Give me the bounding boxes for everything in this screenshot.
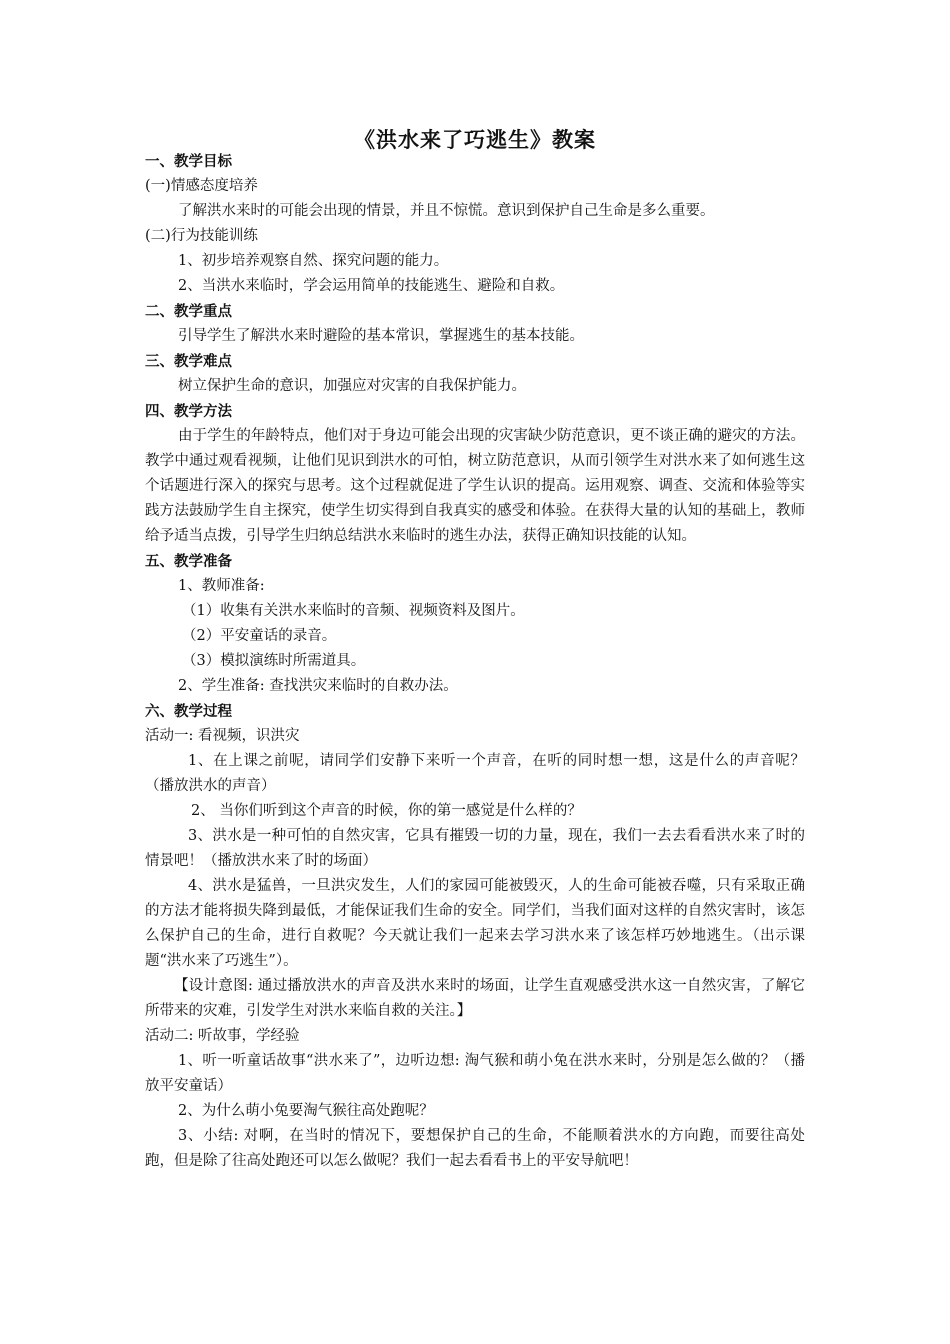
activity-2-step-1: 1、听一听童话故事“洪水来了”，边听边想: 淘气猴和萌小兔在洪水来时，分别是怎么做的？（播放平安童话） <box>145 1053 805 1094</box>
student-prep: 2、学生准备: 查找洪灾来临时的自救办法。 <box>178 678 458 694</box>
subheading-attitude: (一)情感态度培养 <box>145 178 258 194</box>
activity-2-heading: 活动二: 听故事，学经验 <box>145 1028 300 1044</box>
difficulties-text: 树立保护生命的意识，加强应对灾害的自我保护能力。 <box>178 378 526 394</box>
activity-1-heading: 活动一: 看视频，识洪灾 <box>145 728 300 744</box>
section-heading-key-points: 二、教学重点 <box>145 303 232 320</box>
section-heading-preparation: 五、教学准备 <box>145 553 232 570</box>
section-heading-difficulties: 三、教学难点 <box>145 353 232 370</box>
attitude-text: 了解洪水来时的可能会出现的情景，并且不惊慌。意识到保护自己生命是多么重要。 <box>178 203 715 219</box>
activity-1-step-4: 4、洪水是猛兽，一旦洪灾发生，人们的家园可能被毁灭，人的生命可能被吞噬，只有采取正确的方法才能将损失降到最低，才能保证我们生命的安全。同学们，当我们面对这样的自然灾害时，该怎么保护自己的生命，进行自救呢？今天就让我们一起来去学习洪水来了该怎样巧妙地逃生。（出示课题“洪水来了巧逃生”）。 <box>145 878 805 969</box>
subheading-skills: (二)行为技能训练 <box>145 228 258 244</box>
document-body <box>145 149 805 1174</box>
teacher-prep-item-3: （3）模拟演练时所需道具。 <box>182 653 366 669</box>
activity-1-step-1: 1、在上课之前呢，请同学们安静下来听一个声音，在听的同时想一想，这是什么的声音呢？（播放洪水的声音） <box>145 753 805 794</box>
activity-1-step-3: 3、洪水是一种可怕的自然灾害，它具有摧毁一切的力量，现在，我们一去去看看洪水来了时的情景吧！（播放洪水来了时的场面） <box>145 828 805 869</box>
teacher-prep-label: 1、教师准备: <box>178 578 265 594</box>
page-title: 《洪水来了巧逃生》教案 <box>354 127 596 152</box>
activity-1-design-intent: 【设计意图: 通过播放洪水的声音及洪水来时的场面，让学生直观感受洪水这一自然灾害，了解它所带来的灾难，引发学生对洪水来临自救的关注。】 <box>145 978 805 1019</box>
skills-item-1: 1、初步培养观察自然、探究问题的能力。 <box>178 253 449 269</box>
section-heading-process: 六、教学过程 <box>145 703 232 720</box>
teacher-prep-item-1: （1）收集有关洪水来临时的音频、视频资料及图片。 <box>182 603 525 619</box>
section-heading-methods: 四、教学方法 <box>145 403 232 420</box>
activity-2-step-3: 3、小结: 对啊，在当时的情况下，要想保护自己的生命，不能顺着洪水的方向跑，而要往高处跑，但是除了往高处跑还可以怎么做呢？我们一起去看看书上的平安导航吧！ <box>145 1128 805 1169</box>
methods-paragraph: 由于学生的年龄特点，他们对于身边可能会出现的灾害缺少防范意识，更不谈正确的避灾的方法。教学中通过观看视频，让他们见识到洪水的可怕，树立防范意识，从而引领学生对洪水来了如何逃生这个话题进行深入的探究与思考。这个过程就促进了学生认识的提高。运用观察、调查、交流和体验等实践方法鼓励学生自主探究，使学生切实得到自我真实的感受和体验。在获得大量的认知的基础上，教师给予适当点拨，引导学生归纳总结洪水来临时的逃生办法，获得正确知识技能的认知。 <box>145 428 805 544</box>
section-heading-objectives: 一、教学目标 <box>145 153 232 170</box>
skills-item-2: 2、当洪水来临时，学会运用简单的技能逃生、避险和自救。 <box>178 278 565 294</box>
teacher-prep-item-2: （2）平安童话的录音。 <box>182 628 337 644</box>
activity-2-step-2: 2、为什么萌小兔要淘气猴往高处跑呢？ <box>178 1103 434 1119</box>
activity-1-step-2: 2、 当你们听到这个声音的时候，你的第一感觉是什么样的？ <box>191 803 582 819</box>
key-points-text: 引导学生了解洪水来时避险的基本常识，掌握逃生的基本技能。 <box>178 328 584 344</box>
